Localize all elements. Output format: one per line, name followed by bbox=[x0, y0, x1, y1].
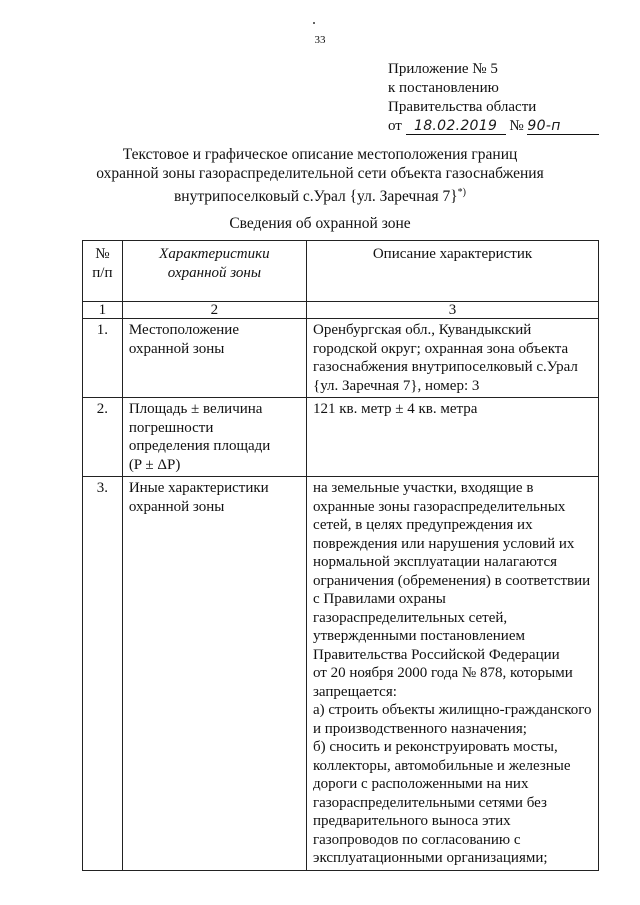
cell-line: городской округ; охранная зона объекта bbox=[313, 340, 569, 357]
table-header-row bbox=[83, 241, 599, 302]
cell-line: Иные характеристики bbox=[128, 480, 269, 496]
zone-table bbox=[82, 240, 599, 871]
cell-line: охранные зоны газораспределительных bbox=[313, 498, 566, 515]
handwritten-date: 18.02.2019 bbox=[406, 119, 506, 135]
cell-line: ограничения (обременения) в соответствии bbox=[313, 572, 591, 589]
column-number-2: 2 bbox=[122, 302, 306, 319]
header-number-line-2: п/п bbox=[92, 264, 113, 281]
cell-line: предварительного выноса этих bbox=[313, 813, 511, 829]
header-characteristics bbox=[122, 241, 306, 302]
cell-line: (P ± ΔP) bbox=[128, 456, 181, 473]
row-characteristic bbox=[122, 398, 306, 477]
footnote-mark: *) bbox=[457, 187, 466, 198]
cell-line: определения площади bbox=[128, 438, 271, 454]
date-prefix: от bbox=[388, 118, 402, 134]
table-row bbox=[83, 398, 599, 477]
cell-line: коллекторы, автомобильные и железные bbox=[313, 757, 571, 774]
cell-line: {ул. Заречная 7}, номер: 3 bbox=[313, 377, 480, 394]
cell-line: Площадь ± величина bbox=[128, 401, 263, 417]
cell-line: на земельные участки, входящие в bbox=[313, 480, 534, 496]
table-row bbox=[83, 477, 599, 871]
cell-line: запрещается: bbox=[313, 683, 397, 700]
cell-line: эксплуатационными организациями; bbox=[313, 850, 548, 866]
column-number-row bbox=[83, 302, 599, 319]
row-number: 2. bbox=[83, 398, 123, 477]
title-line-3-text: внутрипоселковый с.Урал {ул. Заречная 7} bbox=[173, 188, 458, 206]
title-line-1: Текстовое и графическое описание местоположения границ bbox=[122, 146, 518, 163]
cell-line: и производственного назначения; bbox=[313, 720, 527, 737]
page-number: 33 bbox=[314, 34, 326, 46]
table-row bbox=[83, 319, 599, 398]
appendix-line-2: к постановлению bbox=[388, 80, 499, 96]
appendix-line-1: Приложение № 5 bbox=[388, 61, 498, 77]
cell-line: Оренбургская обл., Кувандыкский bbox=[313, 322, 532, 338]
scan-dot bbox=[313, 22, 315, 24]
row-description bbox=[307, 398, 599, 477]
row-characteristic bbox=[122, 319, 306, 398]
cell-line: Местоположение bbox=[128, 322, 239, 338]
column-number-1: 1 bbox=[83, 302, 123, 319]
appendix-line-3: Правительства области bbox=[388, 99, 537, 115]
header-number bbox=[83, 241, 123, 302]
row-description bbox=[307, 319, 599, 398]
header-description: Описание характеристик bbox=[307, 241, 599, 302]
handwritten-number: 90-п bbox=[527, 119, 599, 135]
cell-line: газораспределительных сетей, bbox=[313, 609, 508, 626]
cell-line: газоснабжения внутрипоселковый с.Урал bbox=[313, 359, 578, 375]
cell-line: повреждения или нарушения условий их bbox=[313, 535, 575, 552]
cell-line: дороги с расположенными на них bbox=[313, 776, 529, 792]
header-characteristics-line-2: охранной зоны bbox=[167, 264, 262, 281]
cell-line: погрешности bbox=[128, 419, 214, 436]
cell-line: а) строить объекты жилищно-гражданского bbox=[313, 702, 592, 718]
row-number: 1. bbox=[83, 319, 123, 398]
appendix-date-line bbox=[388, 117, 628, 136]
title-line-2: охранной зоны газораспределительной сети объекта газоснабжения bbox=[96, 165, 544, 182]
row-number: 3. bbox=[83, 477, 123, 871]
cell-line: охранной зоны bbox=[128, 340, 225, 357]
cell-line: охранной зоны bbox=[128, 498, 225, 515]
column-number-3: 3 bbox=[307, 302, 599, 319]
cell-line: от 20 ноября 2000 года № 878, которыми bbox=[313, 665, 573, 681]
appendix-block bbox=[388, 60, 628, 136]
header-characteristics-line-1: Характеристики bbox=[159, 246, 270, 262]
section-subtitle: Сведения об охранной зоне bbox=[229, 215, 411, 232]
row-characteristic bbox=[122, 477, 306, 871]
title-line-3 bbox=[80, 183, 560, 206]
cell-line: газораспределительными сетями без bbox=[313, 794, 547, 811]
header-number-line-1: № bbox=[95, 246, 110, 262]
cell-line: 121 кв. метр ± 4 кв. метра bbox=[313, 401, 478, 417]
row-description bbox=[307, 477, 599, 871]
cell-line: газопроводов по согласованию с bbox=[313, 831, 521, 848]
cell-line: утвержденными постановлением bbox=[313, 628, 525, 644]
cell-line: нормальной эксплуатации налагаются bbox=[313, 554, 558, 570]
cell-line: б) сносить и реконструировать мосты, bbox=[313, 739, 558, 755]
number-prefix: № bbox=[509, 118, 524, 134]
cell-line: сетей, в целях предупреждения их bbox=[313, 517, 533, 533]
document-title bbox=[80, 145, 560, 206]
cell-line: с Правилами охраны bbox=[313, 591, 446, 607]
cell-line: Правительства Российской Федерации bbox=[313, 646, 560, 663]
